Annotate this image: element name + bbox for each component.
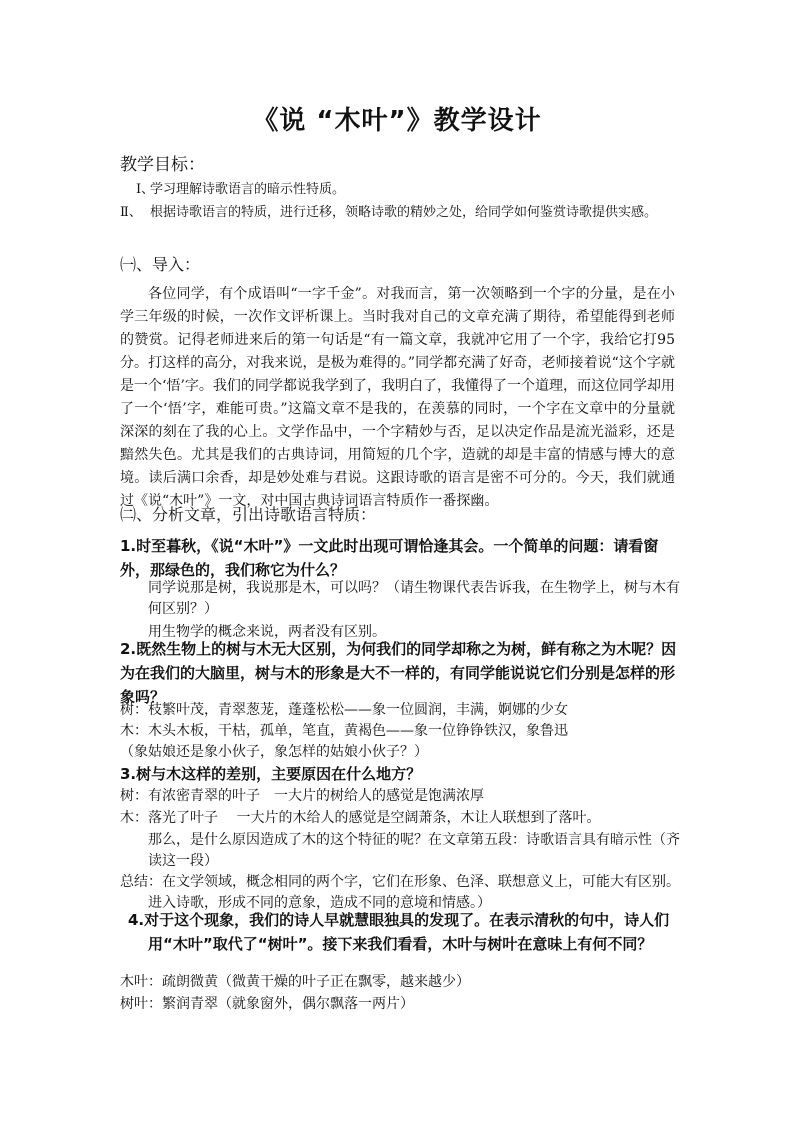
question-4-muye: 木叶：疏朗微黄（微黄干燥的叶子正在飘零，越来越少）	[120, 974, 470, 990]
section-heading-intro: ㈠、导入：	[120, 255, 201, 274]
question-2-wood: 木：木头木板，干枯，孤单，笔直，黄褐色——象一位铮铮铁汉，象鲁迅	[120, 723, 568, 739]
question-1-answer-2: 用生物学的概念来说，两者没有区别。	[148, 624, 386, 640]
question-2-note: （象姑娘还是象小伙子，象怎样的姑娘小伙子？）	[120, 744, 428, 760]
question-1-answer: 同学说那是树，我说那是木，可以吗？（请生物课代表告诉我，在生物学上，树与木有何区别？）	[148, 580, 680, 617]
question-1: 1.时至暮秋，《说“木叶”》一文此时出现可谓恰逢其会。一个简单的问题：请看窗外，那绿色的，我们称它为什么？	[120, 537, 659, 579]
question-3-wood: 木：落光了叶子 一大片的木给人的感觉是空阔萧条，木让人联想到了落叶。	[120, 810, 601, 826]
question-3-followup: 那么，是什么原因造成了木的这个特征的呢？在文章第五段：诗歌语言具有暗示性（齐读这一段）	[148, 832, 680, 869]
question-4-shuye: 树叶：繁润青翠（就象窗外，偶尔飘落一两片）	[120, 996, 414, 1012]
objective-text: 根据诗歌语言的特质，进行迁移，领略诗歌的精妙之处，给同学如何鉴赏诗歌提供实感。	[150, 205, 658, 220]
question-2-tree: 树：枝繁叶茂，青翠葱茏，蓬蓬松松——象一位圆润，丰满，婀娜的少女	[120, 702, 568, 718]
question-3: 3.树与木这样的差别，主要原因在什么地方？	[120, 765, 422, 783]
objective-number: Ⅰ、	[136, 182, 155, 197]
document-title: 《说 “木叶”》教学设计	[252, 106, 542, 136]
question-3-tree: 树：有浓密青翠的叶子 一大片的树给人的感觉是饱满浓厚	[120, 788, 484, 804]
question-2: 2.既然生物上的树与木无大区别，为何我们的同学却称之为树，鲜有称之为木呢？因为在我们的大脑里，树与木的形象是大不一样的，有同学能说说它们分别是怎样的形象吗？	[120, 640, 677, 706]
question-4: 4.对于这个现象，我们的诗人早就慧眼独具的发现了。在表示清秋的句中，诗人们用“木叶”取代了“树叶”。接下来我们看看，木叶与树叶在意味上有何不同？	[128, 911, 670, 953]
objective-item-1	[136, 180, 681, 199]
objectives-heading: 教学目标：	[120, 155, 205, 175]
objective-text: 学习理解诗歌语言的暗示性特质。	[150, 182, 346, 197]
summary: 总结：在文学领域，概念相同的两个字，它们在形象、色泽、联想意义上，可能大有区别。进入诗歌，形成不同的意象，造成不同的意境和情感。）	[120, 874, 680, 911]
section-heading-analysis: ㈡、分析文章，引出诗歌语言特质：	[120, 505, 377, 524]
objective-number: Ⅱ、	[120, 205, 142, 220]
intro-paragraph: 各位同学，有个成语叫“一字千金”。对我而言，第一次领略到一个字的分量，是在小学三年级的时候，一次作文评析课上。当时我对自己的文章充满了期待，希望能得到老师的赞赏。记得老师进来后的第一句话是“有一篇文章，我就冲它用了一个字，我给它打95分。打这样的高分，对我来说，是极为难得的。”同学都充满了好奇，老师接着说“这个字就是一个‘悟’字。我们的同学都说我学到了，我明白了，我懂得了一个道理，而这位同学却用了一个‘悟’字，难能可贵。”这篇文章不是我的，在羡慕的同时，一个字在文章中的分量就深深的刻在了我的心上。文学作品中，一个字精妙与否，足以决定作品是流光溢彩，还是黯然失色。尤其是我们的古典诗词，用简短的几个字，造就的却是丰富的情感与博大的意境。读后满口余香，却是妙处难与君说。这跟诗歌的语言是密不可分的。今天，我们就通过《说“木叶”》一文，对中国古典诗词语言特质作一番探幽。	[120, 286, 675, 509]
objective-item-2	[120, 203, 681, 222]
